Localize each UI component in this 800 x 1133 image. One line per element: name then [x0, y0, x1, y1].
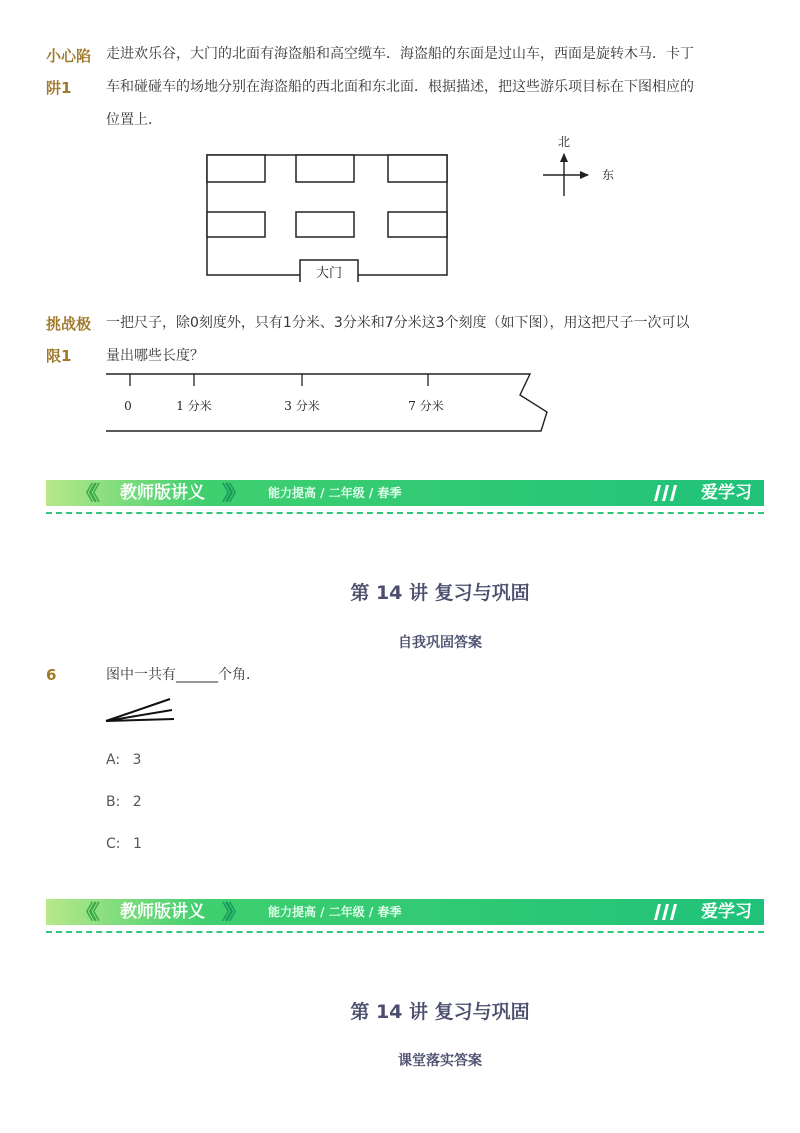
slot-mid-middle: [296, 212, 354, 237]
chevron-left-icon: 《《: [76, 481, 94, 505]
slot-mid-right: [388, 212, 447, 237]
ruler-outline: [106, 374, 547, 431]
banner-title: 教师版讲义: [120, 902, 205, 922]
banner-brand: 爱学习: [701, 902, 752, 922]
slot-top-left: [207, 155, 265, 182]
ruler-diagram: [100, 370, 555, 436]
ruler-label-7: 7 分米: [408, 399, 444, 413]
brand-logo-icon: [652, 902, 682, 922]
q1-tag-line2: 阱1: [46, 79, 72, 97]
teacher-banner-1: [46, 480, 764, 506]
banner-title: 教师版讲义: [120, 483, 205, 503]
q6-option-a: [106, 752, 141, 768]
banner-subtitle: 能力提高 / 二年级 / 春季: [268, 486, 402, 500]
park-map-diagram: [200, 150, 455, 282]
q6-text: 图中一共有______个角.: [106, 667, 251, 683]
lecture-title-2: 第 14 讲 复习与巩固: [350, 1001, 530, 1023]
q2-tag: [46, 308, 91, 372]
chevron-right-icon: 》》: [222, 900, 240, 924]
lecture-title-1: 第 14 讲 复习与巩固: [350, 582, 530, 604]
chevron-right-icon: 》》: [222, 481, 240, 505]
gate-label: 大门: [315, 266, 343, 281]
section-subtitle-1: 自我巩固答案: [398, 635, 482, 651]
slot-top-right: [388, 155, 447, 182]
teacher-banner-2: [46, 899, 764, 925]
ruler-label-3: 3 分米: [284, 399, 320, 413]
banner-divider: [46, 512, 764, 514]
brand-logo-icon: [652, 483, 682, 503]
section-subtitle-2: 课堂落实答案: [398, 1053, 482, 1069]
east-arrow-icon: [580, 171, 589, 179]
q1-tag: [46, 40, 91, 104]
q2-text-line2: 量出哪些长度？: [106, 348, 204, 364]
option-a-value: 3: [132, 752, 142, 768]
q1-text-line1: 走进欢乐谷，大门的北面有海盗船和高空缆车．海盗船的东面是过山车，西面是旋转木马．卡丁: [106, 46, 694, 62]
q2-text-line1: 一把尺子，除0刻度外，只有1分米、3分米和7分米这3个刻度（如下图），用这把尺子一次可以: [106, 315, 690, 331]
chevron-left-icon: 《《: [76, 900, 94, 924]
option-c-label: C:: [106, 836, 121, 852]
q1-text-line2: 车和碰碰车的场地分别在海盗船的西北面和东北面．根据描述，把这些游乐项目标在下图相应的: [106, 79, 694, 95]
slot-mid-left: [207, 212, 265, 237]
q1-text-line3: 位置上．: [106, 112, 162, 128]
q2-tag-line1: 挑战极: [46, 315, 92, 333]
banner-subtitle: 能力提高 / 二年级 / 春季: [268, 905, 402, 919]
option-b-label: B:: [106, 794, 121, 810]
banner-brand: 爱学习: [701, 483, 752, 503]
option-a-label: A:: [106, 752, 121, 768]
q2-text: [106, 307, 766, 373]
option-c-value: 1: [132, 836, 142, 852]
q6-option-b: [106, 794, 142, 810]
compass-diagram: [538, 132, 628, 202]
banner-divider: [46, 931, 764, 933]
angle-diagram: [102, 696, 182, 730]
q2-tag-line2: 限1: [46, 347, 72, 365]
q6-number: 6: [46, 666, 57, 684]
q6-option-c: [106, 836, 142, 852]
compass-north-label: 北: [558, 135, 571, 149]
north-arrow-icon: [560, 153, 568, 162]
option-b-value: 2: [132, 794, 142, 810]
compass-east-label: 东: [602, 168, 615, 182]
q1-text: [106, 38, 766, 137]
q1-tag-line1: 小心陷: [46, 47, 92, 65]
ruler-label-1: 1 分米: [176, 399, 212, 413]
ruler-label-0: 0: [124, 399, 132, 413]
slot-top-middle: [296, 155, 354, 182]
